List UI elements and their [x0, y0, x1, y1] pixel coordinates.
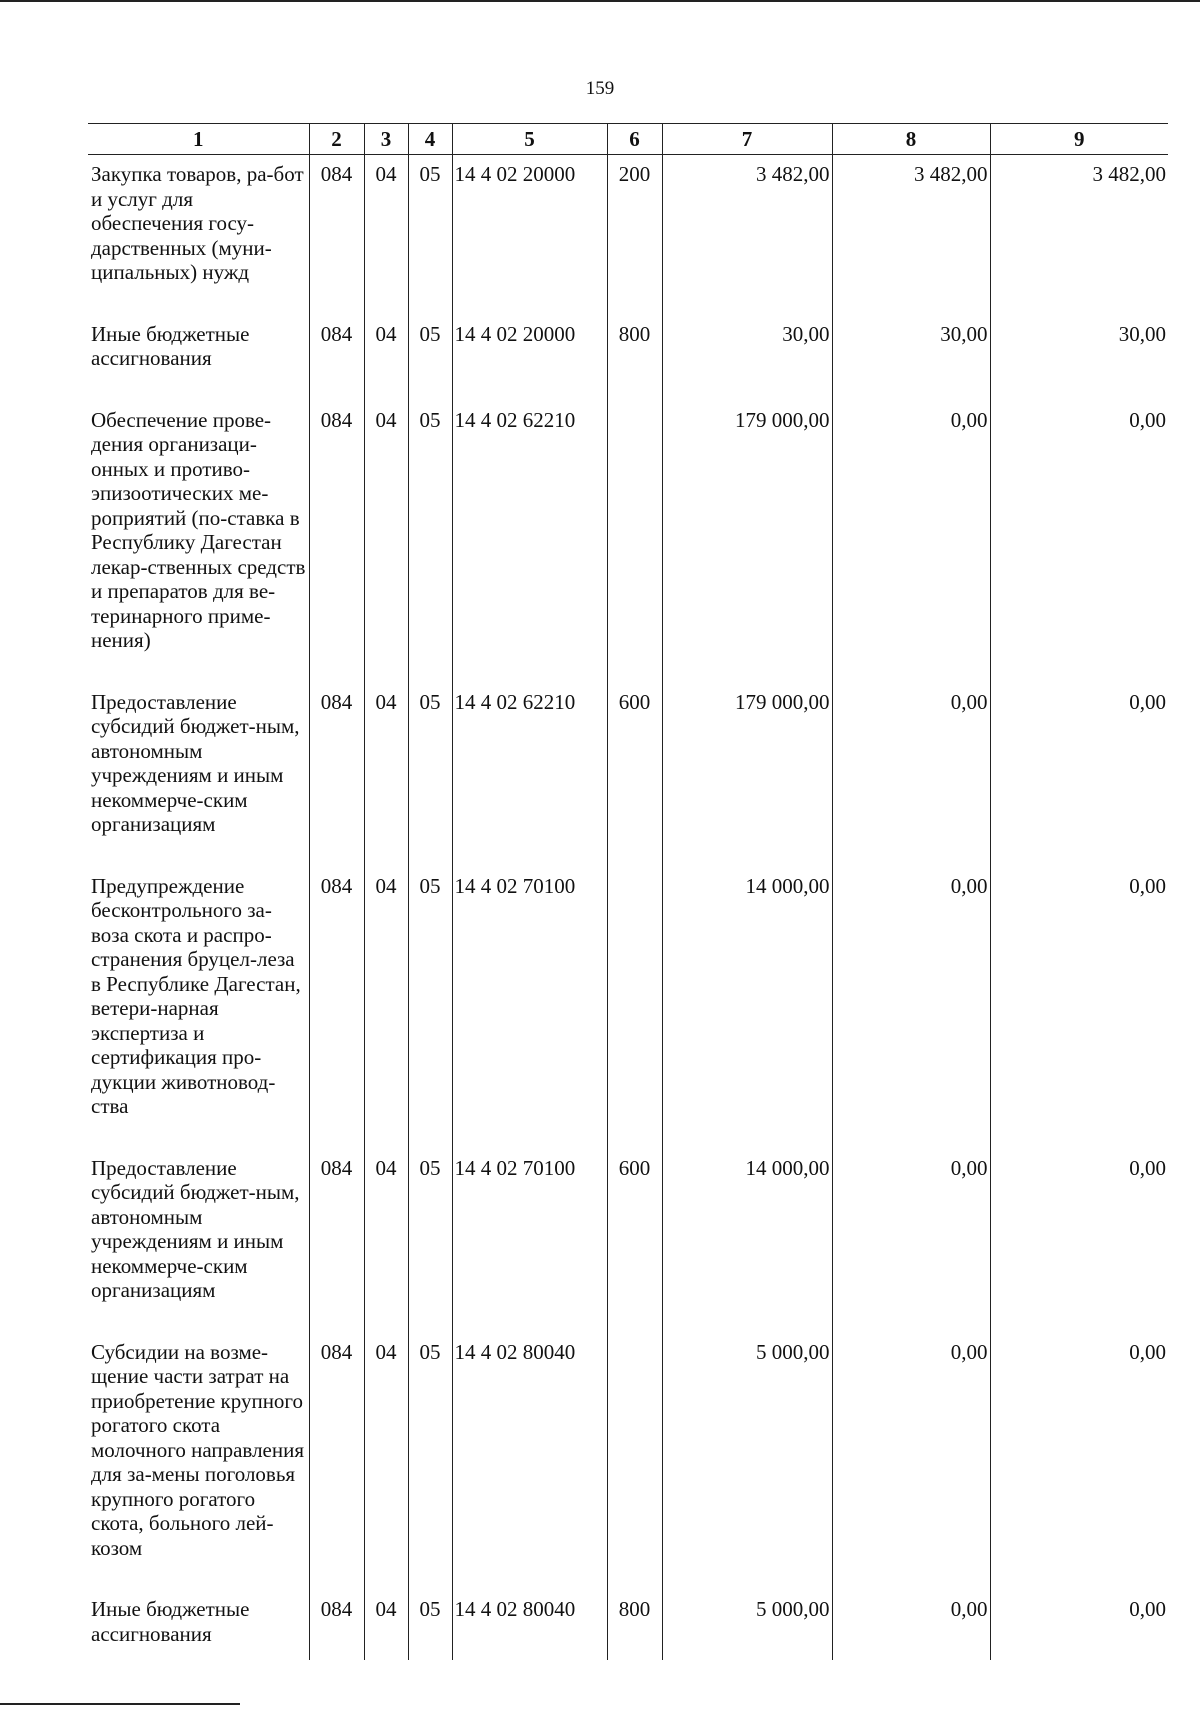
amount-col9: 0,00 [990, 371, 1168, 653]
amount-col8: 3 482,00 [832, 155, 990, 285]
expense-type-code: 600 [607, 1119, 662, 1303]
amount-col9: 0,00 [990, 1119, 1168, 1303]
budget-table [88, 123, 1168, 1660]
target-article-code: 14 4 02 62210 [452, 653, 607, 837]
table-row [88, 155, 1168, 285]
expense-type-code: 600 [607, 653, 662, 837]
table-row [88, 285, 1168, 371]
amount-col9: 0,00 [990, 837, 1168, 1119]
amount-col7: 179 000,00 [662, 653, 832, 837]
subsection-code: 05 [408, 371, 452, 653]
table-row [88, 653, 1168, 837]
amount-col8: 30,00 [832, 285, 990, 371]
amount-col7: 5 000,00 [662, 1560, 832, 1660]
column-header: 9 [990, 124, 1168, 155]
column-header: 8 [832, 124, 990, 155]
gov-code: 084 [309, 1303, 364, 1561]
table-row [88, 371, 1168, 653]
row-name: Субсидии на возме-щение части затрат на приобретение крупного рогатого скота молочного направления для за-мены поголовья крупного рогатого скота, больного лей-козом [88, 1303, 309, 1561]
table-header-row [88, 124, 1168, 155]
top-rule [0, 0, 1200, 2]
amount-col8: 0,00 [832, 653, 990, 837]
amount-col7: 3 482,00 [662, 155, 832, 285]
section-code: 04 [364, 1119, 408, 1303]
amount-col7: 5 000,00 [662, 1303, 832, 1561]
amount-col9: 0,00 [990, 653, 1168, 837]
row-name: Иные бюджетные ассигнования [88, 1560, 309, 1660]
section-code: 04 [364, 653, 408, 837]
amount-col8: 0,00 [832, 1560, 990, 1660]
amount-col7: 14 000,00 [662, 1119, 832, 1303]
row-name: Предупреждение бесконтрольного за-воза скота и распро-странения бруцел-леза в Республике Дагестан, ветери-нарная экспертиза и сертификация про-дукции животновод-ства [88, 837, 309, 1119]
amount-col9: 30,00 [990, 285, 1168, 371]
target-article-code: 14 4 02 20000 [452, 155, 607, 285]
column-header: 5 [452, 124, 607, 155]
amount-col8: 0,00 [832, 1303, 990, 1561]
target-article-code: 14 4 02 70100 [452, 1119, 607, 1303]
amount-col8: 0,00 [832, 837, 990, 1119]
amount-col9: 3 482,00 [990, 155, 1168, 285]
column-header: 1 [88, 124, 309, 155]
expense-type-code [607, 837, 662, 1119]
column-header: 4 [408, 124, 452, 155]
expense-type-code: 200 [607, 155, 662, 285]
amount-col7: 179 000,00 [662, 371, 832, 653]
section-code: 04 [364, 285, 408, 371]
subsection-code: 05 [408, 1303, 452, 1561]
amount-col7: 30,00 [662, 285, 832, 371]
subsection-code: 05 [408, 653, 452, 837]
subsection-code: 05 [408, 285, 452, 371]
gov-code: 084 [309, 155, 364, 285]
target-article-code: 14 4 02 20000 [452, 285, 607, 371]
page-number: 159 [585, 78, 615, 99]
target-article-code: 14 4 02 80040 [452, 1560, 607, 1660]
target-article-code: 14 4 02 62210 [452, 371, 607, 653]
row-name: Иные бюджетные ассигнования [88, 285, 309, 371]
amount-col8: 0,00 [832, 371, 990, 653]
table-row [88, 1303, 1168, 1561]
column-header: 7 [662, 124, 832, 155]
amount-col9: 0,00 [990, 1303, 1168, 1561]
subsection-code: 05 [408, 837, 452, 1119]
bottom-rule [0, 1703, 240, 1705]
row-name: Предоставление субсидий бюджет-ным, автономным учреждениям и иным некоммерче-ским организациям [88, 653, 309, 837]
expense-type-code: 800 [607, 285, 662, 371]
gov-code: 084 [309, 837, 364, 1119]
section-code: 04 [364, 1560, 408, 1660]
amount-col8: 0,00 [832, 1119, 990, 1303]
gov-code: 084 [309, 371, 364, 653]
section-code: 04 [364, 1303, 408, 1561]
column-header: 3 [364, 124, 408, 155]
table-row [88, 1119, 1168, 1303]
row-name: Предоставление субсидий бюджет-ным, автономным учреждениям и иным некоммерче-ским организациям [88, 1119, 309, 1303]
subsection-code: 05 [408, 1119, 452, 1303]
section-code: 04 [364, 155, 408, 285]
amount-col7: 14 000,00 [662, 837, 832, 1119]
row-name: Закупка товаров, ра-бот и услуг для обеспечения госу-дарственных (муни-ципальных) нужд [88, 155, 309, 285]
gov-code: 084 [309, 653, 364, 837]
section-code: 04 [364, 837, 408, 1119]
target-article-code: 14 4 02 80040 [452, 1303, 607, 1561]
column-header: 6 [607, 124, 662, 155]
expense-type-code [607, 371, 662, 653]
gov-code: 084 [309, 285, 364, 371]
table-row [88, 1560, 1168, 1660]
target-article-code: 14 4 02 70100 [452, 837, 607, 1119]
table-row [88, 837, 1168, 1119]
expense-type-code [607, 1303, 662, 1561]
row-name: Обеспечение прове-дения организаци-онных и противо-эпизоотических ме-роприятий (по-ставка в Республику Дагестан лекар-ственных средств и препаратов для ве-теринарного приме-нения) [88, 371, 309, 653]
amount-col9: 0,00 [990, 1560, 1168, 1660]
subsection-code: 05 [408, 1560, 452, 1660]
column-header: 2 [309, 124, 364, 155]
expense-type-code: 800 [607, 1560, 662, 1660]
subsection-code: 05 [408, 155, 452, 285]
section-code: 04 [364, 371, 408, 653]
gov-code: 084 [309, 1119, 364, 1303]
gov-code: 084 [309, 1560, 364, 1660]
